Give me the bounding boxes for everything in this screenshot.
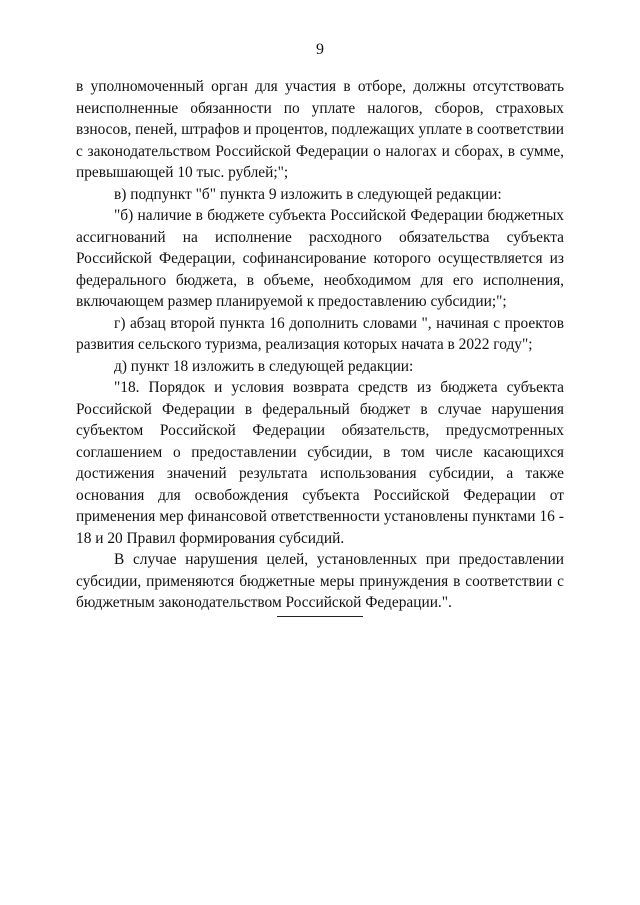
paragraph: д) пункт 18 изложить в следующей редакции: (114, 357, 414, 375)
page-number: 9 (316, 41, 324, 58)
paragraph: В случае нарушения целей, установленных при предоставлении субсидии, применяются бюджетные меры принуждения в соответствии с бюджетным законодательством Российской Федерации.". (76, 551, 564, 611)
paragraph: в) подпункт "б" пункта 9 изложить в следующей редакции: (114, 185, 502, 203)
paragraph: г) абзац второй пункта 16 дополнить словами ", начиная с проектов развития сельского туризма, реализация которых начата в 2022 году"; (76, 314, 564, 353)
paragraph: в уполномоченный орган для участия в отборе, должны отсутствовать неисполненные обязанности по уплате налогов, сборов, страховых взносов, пеней, штрафов и процентов, подлежащих уплате в соответствии с законодательством Российской Федерации о налогах и сборах, в сумме, превышающей 10 тыс. рублей;"; (76, 78, 564, 181)
end-of-document-rule (277, 616, 363, 617)
paragraph: "б) наличие в бюджете субъекта Российской Федерации бюджетных ассигнований на исполнение расходного обязательства субъекта Российской Федерации, софинансирование которого осуществляется из федерального бюджета, в объеме, необходимом для его исполнения, включающем размер планируемой к предоставлению субсидии;"; (76, 207, 564, 310)
paragraph: "18. Порядок и условия возврата средств из бюджета субъекта Российской Федерации в федеральный бюджет в случае нарушения субъектом Российской Федерации обязательств, предусмотренных соглашением о предоставлении субсидии, в том числе касающихся достижения значений результата использования субсидии, а также основания для освобождения субъекта Российской Федерации от применения мер финансовой ответственности установлены пунктами 16 - 18 и 20 Правил формирования субсидий. (76, 379, 564, 547)
document-body (76, 76, 564, 614)
